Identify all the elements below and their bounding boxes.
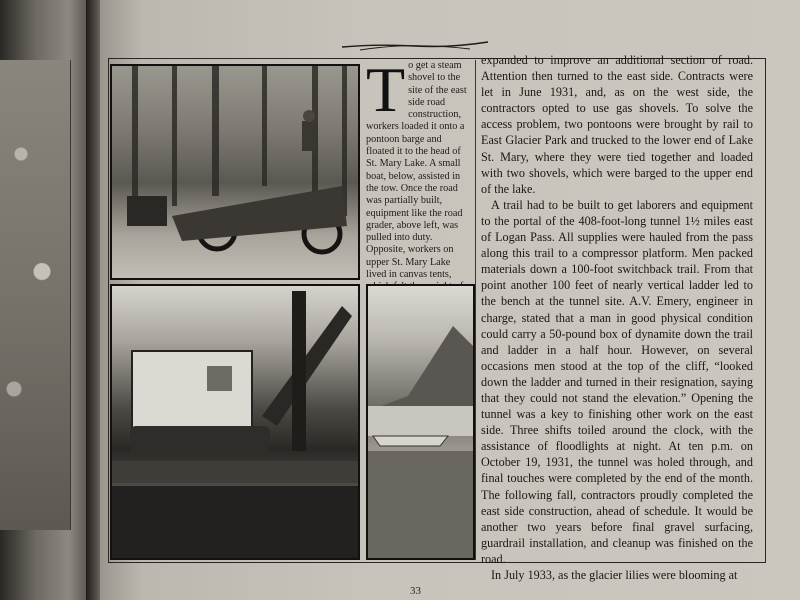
paragraph: In July 1933, as the glacier lilies were blooming at — [491, 568, 738, 582]
page-number: 33 — [410, 585, 421, 597]
facing-page-photo — [0, 60, 71, 530]
paragraph: expanded to improve an additional section of road. Attention then turned to the east side. Contracts were let in June 1931, and, as on the west side, the contractors opted to use gas shovels. To solve the access problem, two pontoons were brought by rail to East Glacier Park and trucked to the lower end of Lake St. Mary, where they were tied together and loaded with two shovels, which were barged to the upper end of the lake. — [481, 53, 753, 196]
caption-text: o get a steam shovel to the site of the east side road construction, workers loaded it onto a pontoon barge and floated it to the head of St. Mary Lake. A small boat, below, assisted in the tow. Once the road was partially built, equipment like the road grader, above left, was pulled into duty. Opposite, workers on upper St. Mary Lake lived in canvas tents, — [366, 60, 467, 281]
facing-page-edge — [0, 0, 92, 600]
paragraph: A trail had to be built to get laborers and equipment to the portal of the 408-foot-long tunnel 1½ miles east of Logan Pass. All supplies were hauled from the pass along this trail to a compressor platform. Men packed materials down a 100-foot switchback trail. From that point another 100 feet of nearly vertical ladder led to the bench at the tunnel site. A.V. Emery, engineer in charge, stated that a man in good physical condition could carry a 50-pound box of dynamite down the trail and ladder in a half hour. However, on several occasions men stood at the top of the cliff, “looked down the ladder and turned in their resignation, saying that they could not stand the elevation.” Opening the tunnel was a key to finishing other work on the east side. Three shifts toiled around the clock, with the assistance of floodlights at night. At ten p.m. on October 19, 1931, the tunnel was holed through, and final touches were completed by the end of the month. The following fall, contractors proudly completed the east side construction, ahead of schedule. It would be another two years before final gravel surfacing, guardrail installation, and cleanup was finished on the road. — [481, 197, 753, 566]
photo-steam-shovel-barge — [110, 284, 360, 560]
drop-cap: T — [366, 54, 406, 125]
photo-small-boat — [366, 284, 475, 560]
body-text — [481, 52, 753, 583]
column-rule — [475, 60, 476, 560]
header-ornament — [340, 38, 490, 52]
photo-road-grader — [110, 64, 360, 280]
